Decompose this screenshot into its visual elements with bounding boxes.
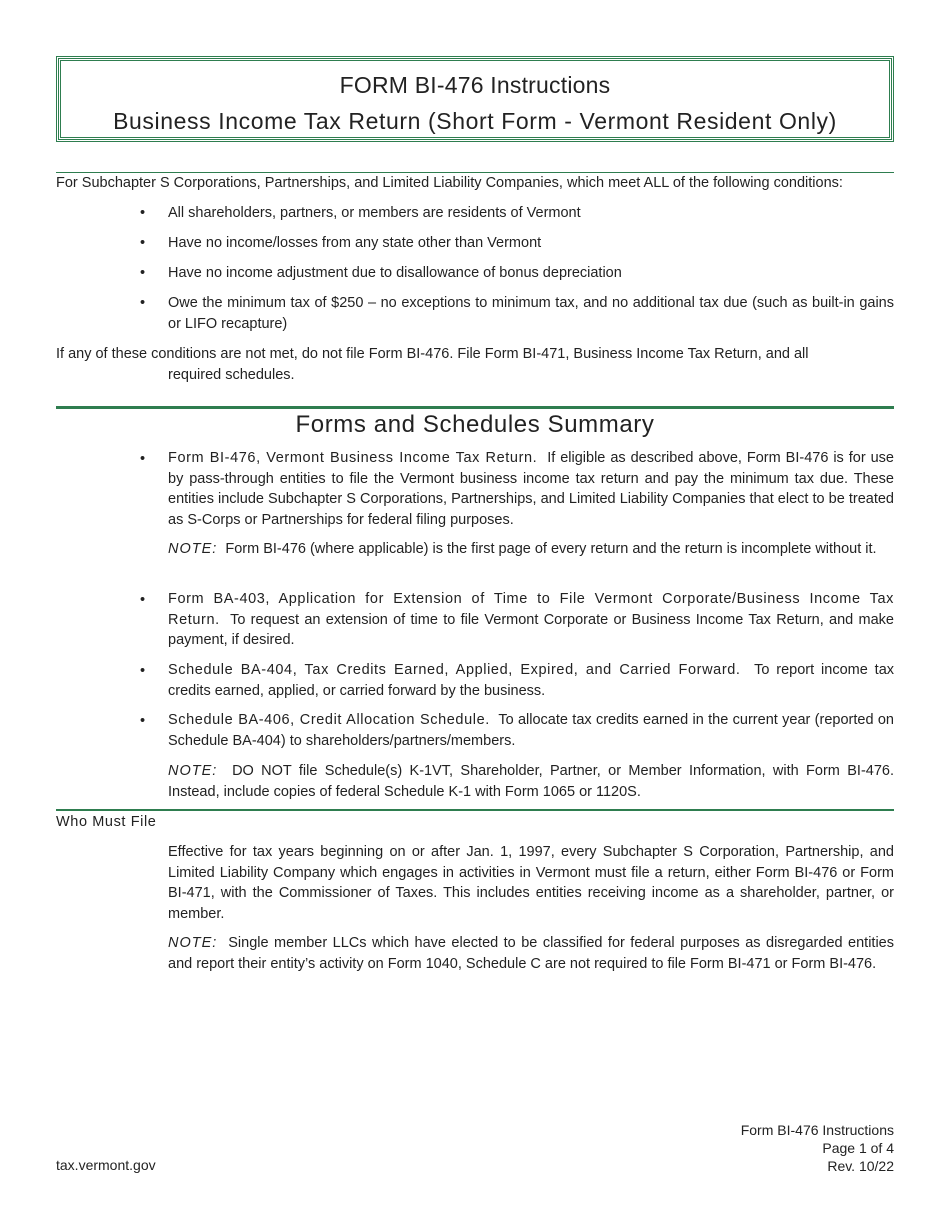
who-must-file-note — [168, 933, 894, 974]
summary-item — [168, 589, 894, 651]
footer-page-number: Page 1 of 4 — [822, 1140, 894, 1156]
footer-page-info — [741, 1121, 894, 1175]
note-label: NOTE: — [168, 541, 218, 557]
summary-item — [168, 710, 894, 751]
instructions-page — [56, 56, 895, 972]
bullet-icon: • — [140, 205, 146, 221]
summary-item-text: If eligible as described above, Form BI-476 is for use by pass-through entities to file the Vermont business income tax return and pay the minimum tax due. These entities include Subchapter S Corporations, Partnerships, and Limited Liability Companies that elect to be treated as S-Corps or Partnerships for federal filing purposes. — [168, 450, 894, 528]
note-label: NOTE: — [168, 763, 218, 779]
summary-item-name: Schedule BA-404, Tax Credits Earned, Applied, Expired, and Carried Forward. — [168, 662, 741, 678]
bullet-icon: • — [140, 592, 146, 608]
bullet-icon: • — [140, 451, 146, 467]
footer-revision: Rev. 10/22 — [827, 1158, 894, 1174]
summary-note — [168, 761, 894, 802]
summary-item-name: Form BI-476, Vermont Business Income Tax Return. — [168, 450, 538, 466]
note-text: Single member LLCs which have elected to be classified for federal purposes as disregarded entities and report their entity’s activity on Form 1040, Schedule C are not required to file Form BI-471 or Form BI-476. — [168, 935, 894, 972]
bullet-icon: • — [140, 663, 146, 679]
summary-heading: Forms and Schedules Summary — [295, 411, 655, 438]
bullet-icon: • — [140, 265, 146, 281]
summary-item — [168, 448, 894, 530]
condition-item: All shareholders, partners, or members are residents of Vermont — [168, 205, 581, 221]
form-title: FORM BI-476 Instructions — [339, 72, 611, 98]
bullet-icon: • — [140, 295, 146, 311]
condition-item: Have no income adjustment due to disallowance of bonus depreciation — [168, 265, 622, 281]
note-text: DO NOT file Schedule(s) K-1VT, Shareholder, Partner, or Member Information, with Form BI-476. Instead, include copies of federal Schedule K-1 with Form 1065 or 1120S. — [168, 763, 894, 800]
summary-item-text: To report income tax credits earned, applied, or carried forward by the business. — [168, 662, 895, 699]
bullet-icon: • — [140, 713, 146, 729]
summary-note — [168, 539, 894, 560]
footer-website: tax.vermont.gov — [56, 1157, 156, 1173]
conditions-not-met-rest: required schedules. — [168, 366, 295, 383]
condition-item: Have no income/losses from any state other than Vermont — [168, 235, 542, 251]
conditions-not-met-first: If any of these conditions are not met, do not file Form BI-476. File Form BI-471, Business Income Tax Return, and all — [56, 346, 809, 362]
summary-item-text: To allocate tax credits earned in the current year (reported on Schedule BA-404) to shareholders/partners/members. — [168, 712, 894, 749]
footer-form-name: Form BI-476 Instructions — [740, 1122, 894, 1138]
intro-lead: For Subchapter S Corporations, Partnerships, and Limited Liability Companies, which meet ALL of the following conditions: — [56, 175, 843, 191]
bullet-icon: • — [140, 235, 146, 251]
note-text: Form BI-476 (where applicable) is the first page of every return and the return is incomplete without it. — [225, 541, 877, 557]
summary-item-name: Form BA-403, Application for Extension of Time to File Vermont Corporate/Business Income Tax Return. — [168, 591, 894, 628]
summary-item-name: Schedule BA-406, Credit Allocation Schedule. — [168, 712, 490, 728]
who-must-file-heading: Who Must File — [56, 814, 157, 830]
who-must-file-paragraph: Effective for tax years beginning on or after Jan. 1, 1997, every Subchapter S Corporation, Partnership, and Limited Liability Company which engages in activities in Vermont must file a return, either Form BI-476 or Form BI-471, with the Commissioner of Taxes. This includes entities receiving income as a shareholder, partner, or member. — [168, 844, 894, 922]
summary-item — [168, 660, 894, 701]
title-box — [56, 56, 894, 142]
summary-item-text: To request an extension of time to file Vermont Corporate or Business Income Tax Return, and make payment, if desired. — [168, 611, 894, 648]
conditions-not-met — [56, 344, 894, 385]
note-label: NOTE: — [168, 935, 218, 951]
form-subtitle: Business Income Tax Return (Short Form - Vermont Resident Only) — [113, 108, 837, 134]
section-divider — [56, 809, 894, 811]
condition-item: Owe the minimum tax of $250 – no exceptions to minimum tax, and no additional tax due (such as built-in gains or LIFO recapture) — [168, 295, 894, 332]
